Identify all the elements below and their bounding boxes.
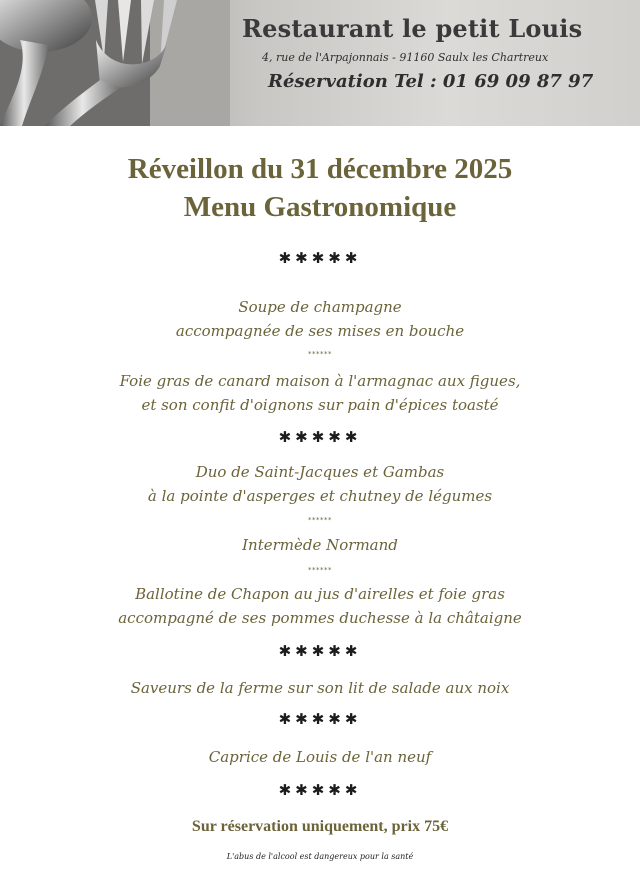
mini-separator: ****** bbox=[308, 566, 332, 574]
course-dessert: Caprice de Louis de l'an neuf bbox=[208, 748, 432, 766]
header-banner bbox=[0, 0, 640, 126]
star-separator: ✱✱✱✱✱ bbox=[278, 781, 362, 799]
star-separator: ✱✱✱✱✱ bbox=[278, 642, 362, 660]
mini-separator: ****** bbox=[308, 516, 332, 524]
course-soupe-line2: accompagnée de ses mises en bouche bbox=[175, 322, 465, 340]
restaurant-address: 4, rue de l'Arpajonnais - 91160 Saulx les Chartreux bbox=[262, 51, 549, 64]
course-soupe-line1: Soupe de champagne bbox=[238, 298, 402, 316]
menu-title-date: Réveillon du 31 décembre 2025 bbox=[127, 153, 513, 185]
mini-separator: ****** bbox=[308, 350, 332, 358]
reservation-price: Sur réservation uniquement, prix 75€ bbox=[191, 818, 449, 835]
cutlery-image bbox=[0, 0, 230, 126]
course-fromage: Saveurs de la ferme sur son lit de salade aux noix bbox=[130, 679, 510, 697]
alcohol-disclaimer: L'abus de l'alcool est dangereux pour la santé bbox=[226, 852, 414, 861]
course-ballotine-line1: Ballotine de Chapon au jus d'airelles et foie gras bbox=[135, 585, 505, 603]
restaurant-name: Restaurant le petit Louis bbox=[242, 14, 583, 43]
course-foie-gras-line1: Foie gras de canard maison à l'armagnac aux figues, bbox=[119, 372, 521, 390]
reservation-phone: Réservation Tel : 01 69 09 87 97 bbox=[268, 71, 594, 92]
menu-title-gastronomique: Menu Gastronomique bbox=[183, 191, 457, 223]
star-separator: ✱✱✱✱✱ bbox=[278, 249, 362, 267]
star-separator: ✱✱✱✱✱ bbox=[278, 428, 362, 446]
course-ballotine-line2: accompagné de ses pommes duchesse à la châtaigne bbox=[118, 609, 522, 627]
course-duo-line1: Duo de Saint-Jacques et Gambas bbox=[195, 463, 445, 481]
star-separator: ✱✱✱✱✱ bbox=[278, 710, 362, 728]
course-duo-line2: à la pointe d'asperges et chutney de légumes bbox=[147, 487, 493, 505]
course-intermede: Intermède Normand bbox=[242, 536, 398, 554]
course-foie-gras-line2: et son confit d'oignons sur pain d'épices toasté bbox=[141, 396, 499, 414]
